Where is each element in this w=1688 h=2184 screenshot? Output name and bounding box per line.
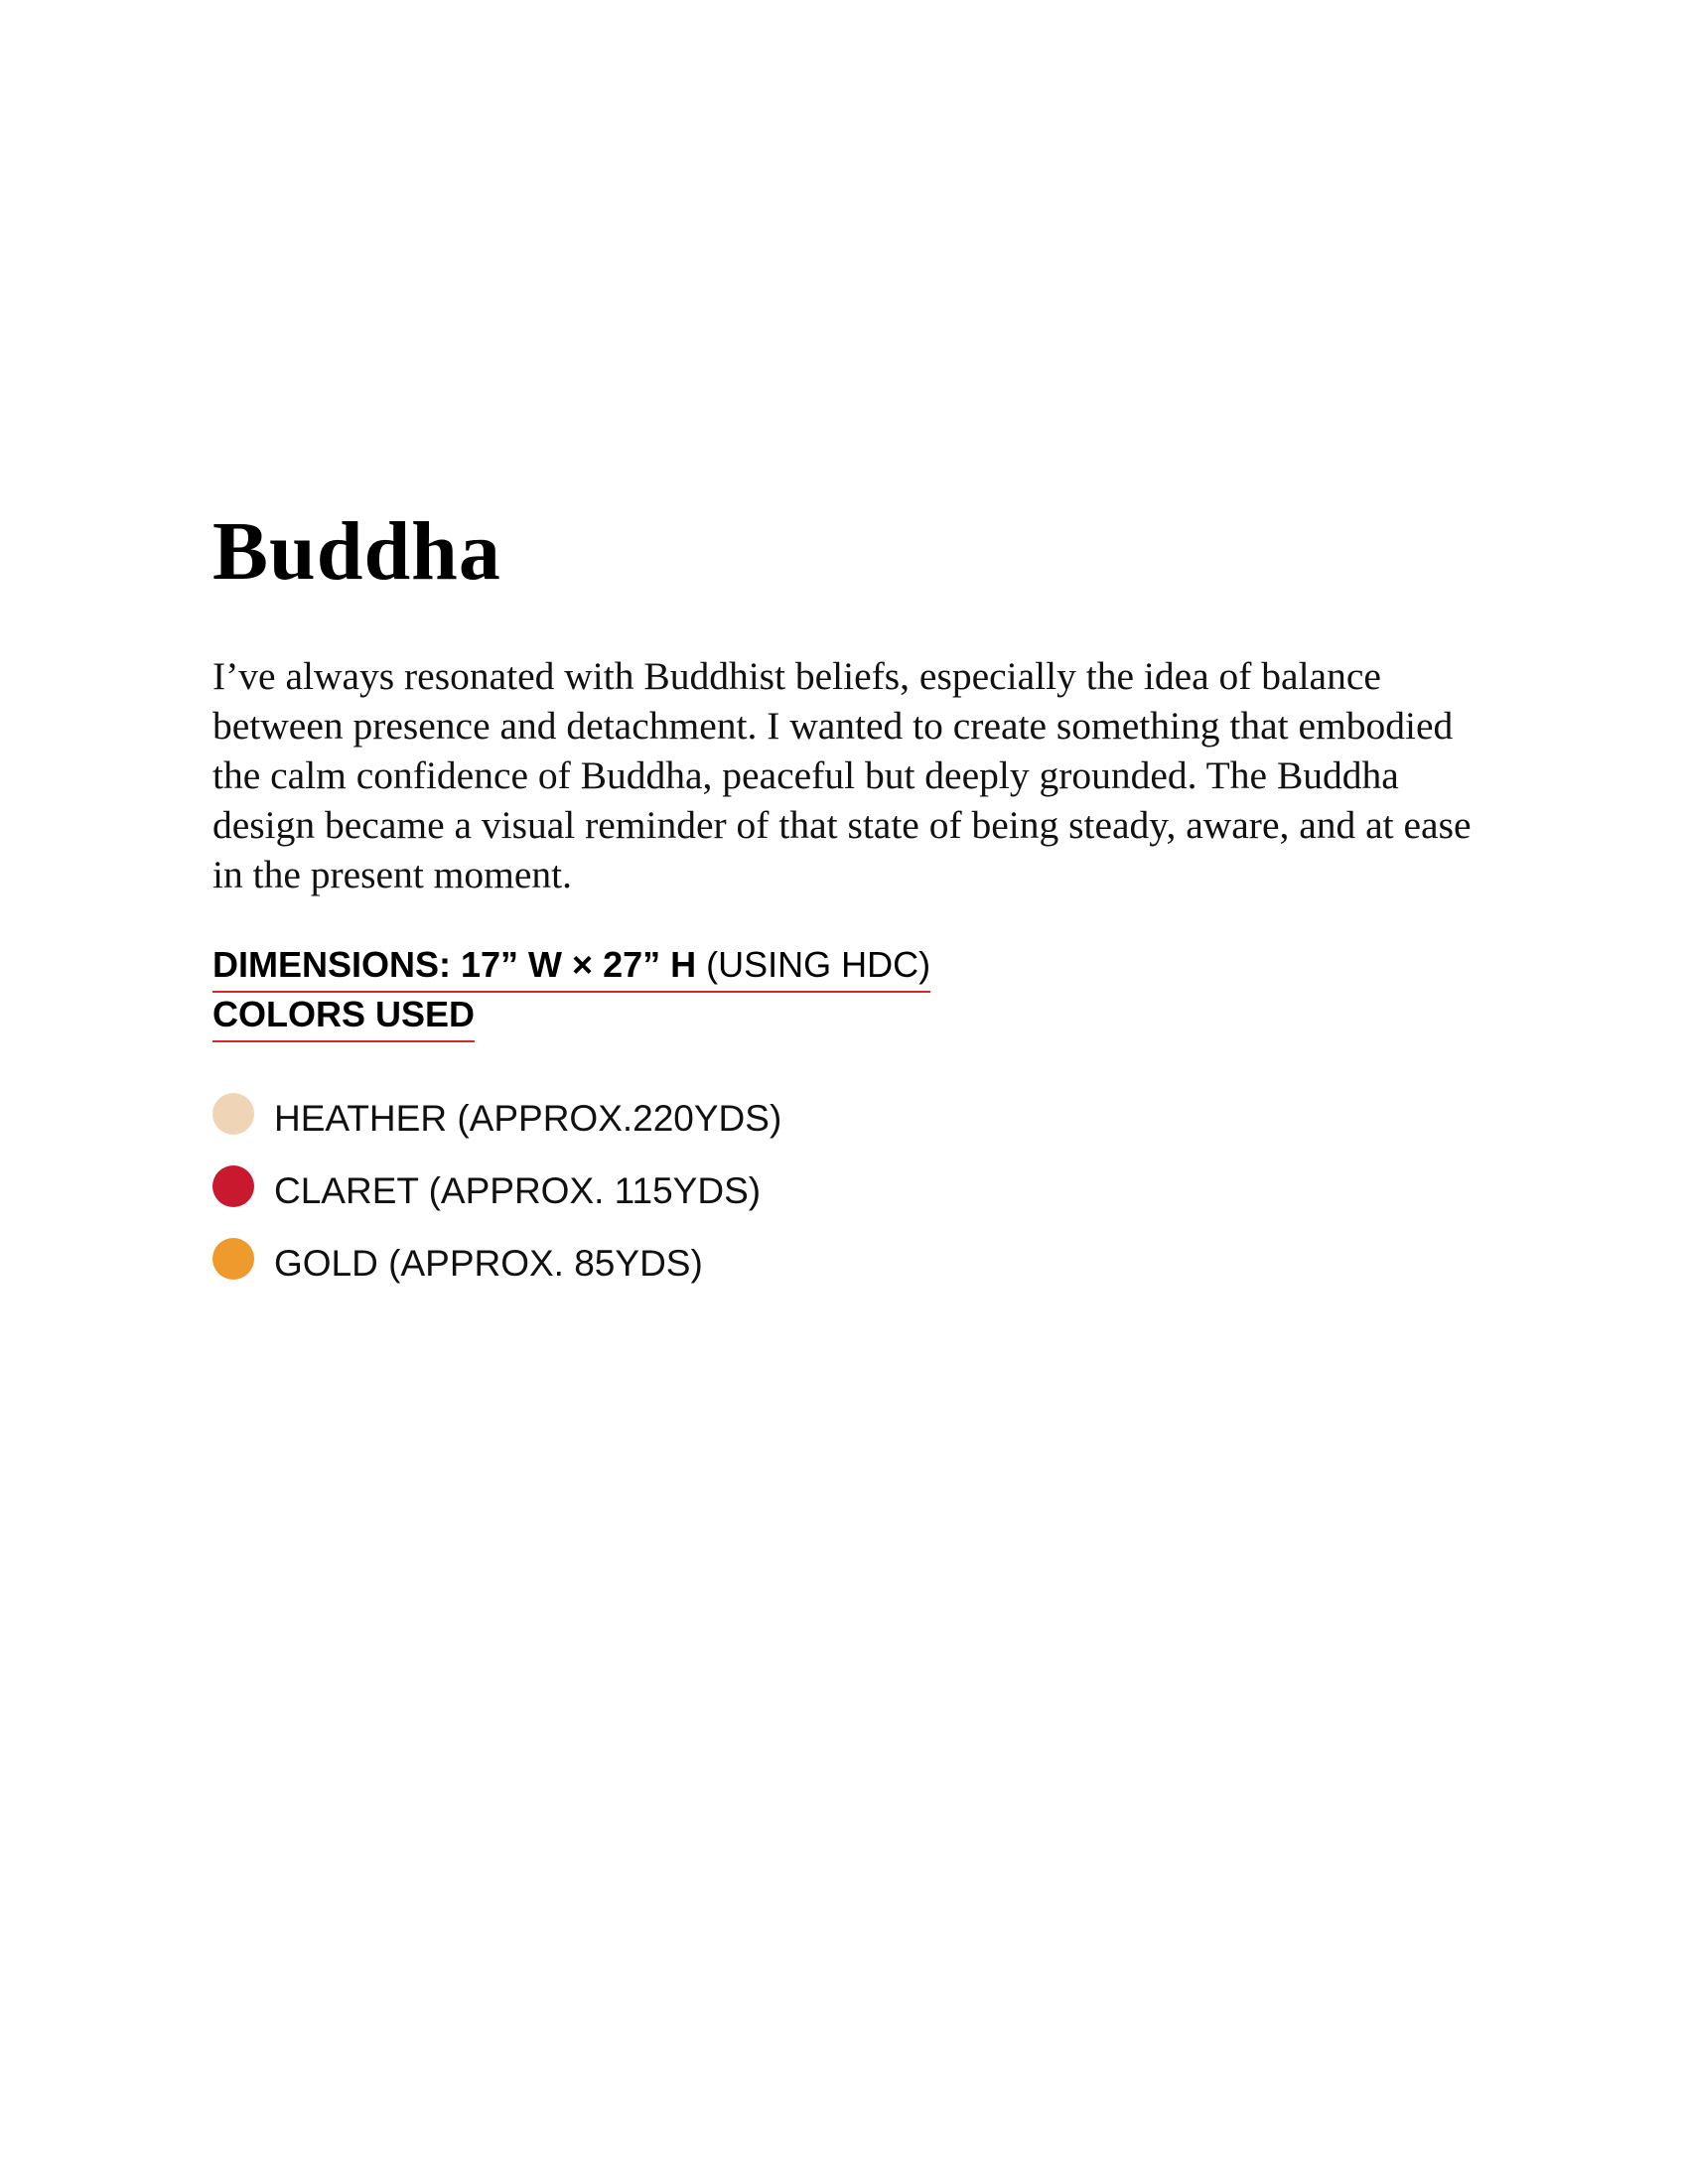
dimensions-note: (USING HDC) [696, 944, 931, 985]
color-item-claret [212, 1155, 1503, 1227]
color-list [212, 1082, 1503, 1299]
specs-section [212, 943, 1503, 1042]
color-label: HEATHER (APPROX.220YDS) [274, 1097, 782, 1139]
claret-swatch-icon [212, 1165, 254, 1207]
dimensions-line [212, 943, 930, 993]
page-title: Buddha [212, 505, 501, 598]
dimensions-label: DIMENSIONS: 17” W × 27” H [212, 944, 697, 985]
document-page [212, 504, 1503, 1299]
color-label: GOLD (APPROX. 85YDS) [274, 1242, 703, 1284]
color-label: CLARET (APPROX. 115YDS) [274, 1169, 762, 1211]
color-item-gold [212, 1227, 1503, 1299]
colors-heading: COLORS USED [212, 993, 475, 1042]
color-item-heather [212, 1082, 1503, 1155]
heather-swatch-icon [212, 1093, 254, 1135]
gold-swatch-icon [212, 1238, 254, 1280]
description-paragraph: I’ve always resonated with Buddhist beliefs, especially the idea of balance between presence and detachment. I wanted to create something that embodied the calm confidence of Buddha, peaceful but deeply grounded. The Buddha design became a visual reminder of that state of being steady, aware, and at ease in the present moment. [212, 654, 1472, 896]
